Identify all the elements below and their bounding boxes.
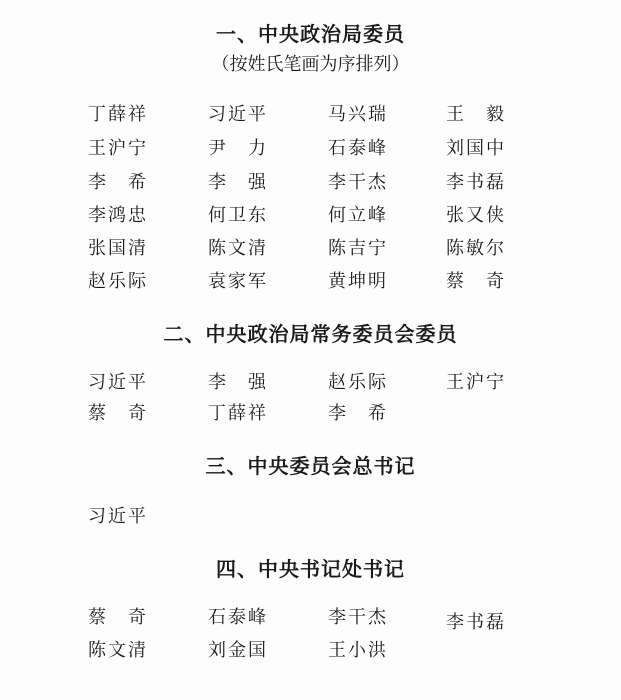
member-name: 陈文清 [88,640,148,661]
member-name: 赵乐际 [88,271,148,292]
member-name: 王沪宁 [88,138,148,159]
section-subtitle: （按姓氏笔画为序排列） [211,54,410,75]
member-name: 张又侠 [446,205,506,226]
name-row [0,636,621,662]
name-row [0,502,621,528]
member-name: 何卫东 [208,205,268,226]
member-name: 蔡 奇 [88,607,148,628]
section-heading: 四、中央书记处书记 [216,557,405,581]
member-name: 王小洪 [328,640,388,661]
section-heading: 二、中央政治局常务委员会委员 [163,322,458,346]
name-row [0,168,621,194]
member-name: 丁薛祥 [208,403,268,424]
member-name: 刘金国 [208,640,268,661]
name-row [0,100,621,126]
member-name: 李 希 [88,172,148,193]
member-name: 尹 力 [208,138,268,159]
member-name: 习近平 [88,506,148,527]
member-name: 王 毅 [446,104,506,125]
name-row [0,201,621,227]
member-name: 赵乐际 [328,372,388,393]
member-name: 李书磊 [446,172,506,193]
member-name: 王沪宁 [446,372,506,393]
section-heading: 三、中央委员会总书记 [205,454,416,478]
member-name: 陈敏尔 [446,238,506,259]
member-name: 黄坤明 [328,271,388,292]
name-row [0,267,621,293]
member-name: 习近平 [208,104,268,125]
member-name: 陈吉宁 [328,238,388,259]
member-name: 李 强 [208,172,268,193]
member-name: 丁薛祥 [88,104,148,125]
member-name: 李鸿忠 [88,205,148,226]
member-name: 马兴瑞 [328,104,388,125]
member-name: 石泰峰 [328,138,388,159]
member-name: 刘国中 [446,138,506,159]
member-name: 何立峰 [328,205,388,226]
member-name: 习近平 [88,372,148,393]
member-name: 李书磊 [446,612,506,633]
name-row [0,368,621,394]
member-name: 李干杰 [328,607,388,628]
member-name: 李干杰 [328,172,388,193]
member-name: 李 强 [208,372,268,393]
member-name: 石泰峰 [208,607,268,628]
member-name: 李 希 [328,403,388,424]
name-row [0,603,621,633]
member-name: 袁家军 [208,271,268,292]
member-name: 蔡 奇 [446,271,506,292]
section-heading: 一、中央政治局委员 [216,22,405,46]
member-name: 蔡 奇 [88,403,148,424]
member-name: 张国清 [88,238,148,259]
name-row [0,399,621,425]
name-row [0,134,621,160]
member-name: 陈文清 [208,238,268,259]
name-row [0,234,621,260]
